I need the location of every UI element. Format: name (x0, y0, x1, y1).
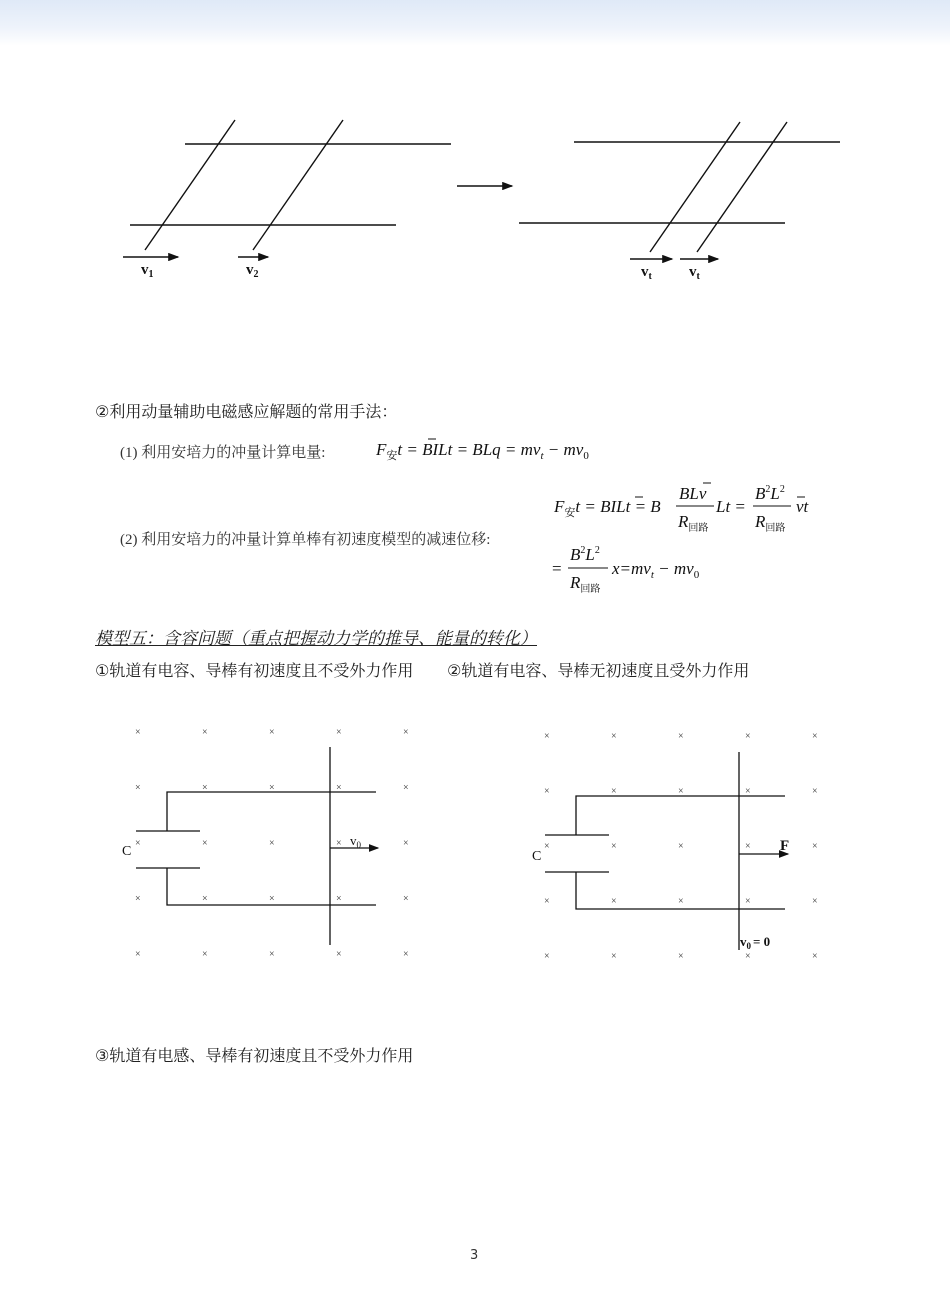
field-mark: × (202, 838, 208, 849)
v2-label: $v_2$ (246, 262, 259, 280)
v1-label: $v_1$ (141, 262, 154, 280)
field-mark: × (678, 841, 684, 852)
item2-formula-line1 (548, 475, 828, 539)
field-mark: × (202, 782, 208, 794)
field-mark: × (269, 838, 275, 849)
field-mark: × (745, 951, 751, 962)
v0-label: $v_0 = 0$ (740, 934, 771, 951)
svg-text:=: = (552, 559, 562, 578)
item1-label: (1) 利用安培力的冲量计算电量: (120, 445, 326, 461)
capacitor-initial-velocity-figure (100, 715, 430, 970)
field-mark: × (135, 727, 141, 738)
velocity-label: $v_0$ (350, 833, 361, 850)
field-mark: × (611, 786, 617, 797)
field-mark: × (678, 786, 684, 797)
capacitor-label: C (122, 844, 132, 859)
magnetic-field-marks (135, 727, 409, 960)
item1-formula (372, 430, 632, 466)
field-mark: × (812, 951, 818, 962)
field-mark: × (269, 893, 275, 905)
field-mark: × (403, 838, 409, 849)
field-mark: × (745, 841, 751, 852)
field-mark: × (336, 727, 342, 738)
left-bar-2 (253, 120, 343, 250)
field-mark: × (336, 949, 342, 960)
field-mark: × (269, 727, 275, 738)
field-mark: × (202, 727, 208, 738)
field-mark: × (544, 951, 550, 962)
page-header-band (0, 0, 950, 46)
field-mark: × (745, 731, 751, 742)
field-mark: × (135, 893, 141, 905)
capacitor-external-force-figure (510, 718, 840, 973)
item2-label: (2) 利用安培力的冲量计算单棒有初速度模型的减速位移: (120, 532, 491, 548)
svg-text:vt: vt (796, 497, 809, 516)
model5-title: 模型五：含容问题（重点把握动力学的推导、能量的转化） (95, 629, 537, 649)
model5-case1: ①轨道有电容、导棒有初速度且不受外力作用 (95, 661, 414, 680)
field-mark: × (611, 896, 617, 907)
svg-text:F安t = BILt = B: $F_安t$ = BILt = B (554, 497, 661, 519)
field-mark: × (678, 951, 684, 962)
field-mark: × (336, 782, 342, 794)
field-mark: × (403, 949, 409, 960)
svg-text:R回路: $R_{回路}$ (678, 512, 709, 534)
field-mark: × (544, 731, 550, 742)
svg-text:x=mvt − mv0: $x=mv_t - mv_0$ (612, 559, 700, 581)
magnetic-field-marks (544, 731, 818, 962)
vt2-label: $v_t$ (689, 264, 700, 282)
field-mark: × (135, 949, 141, 960)
field-mark: × (135, 838, 141, 849)
field-mark: × (678, 731, 684, 742)
vt1-label: $v_t$ (641, 264, 652, 282)
model5-case2: ②轨道有电容、导棒无初速度且受外力作用 (447, 661, 750, 680)
field-mark: × (336, 893, 342, 905)
field-mark: × (269, 782, 275, 794)
field-mark: × (336, 838, 342, 849)
field-mark: × (269, 949, 275, 960)
field-mark: × (745, 786, 751, 797)
model5-case3: ③轨道有电感、导棒有初速度且不受外力作用 (95, 1046, 414, 1065)
field-mark: × (678, 896, 684, 907)
field-mark: × (544, 896, 550, 907)
field-mark: × (202, 949, 208, 960)
field-mark: × (812, 786, 818, 797)
field-mark: × (611, 951, 617, 962)
field-mark: × (544, 841, 550, 852)
svg-text:R回路: $R_{回路}$ (755, 512, 786, 534)
top-rail (167, 792, 376, 831)
svg-text:F安t = BILt = BLq = mvt − mv0: $F_安t$ = BILt = BLq = $mv_t - mv_0$ (376, 440, 589, 462)
field-mark: × (403, 727, 409, 738)
field-mark: × (611, 731, 617, 742)
rails-two-bars-figure (0, 100, 950, 300)
svg-text:B2L2: $B^2L^2$ (570, 545, 600, 564)
field-mark: × (745, 896, 751, 907)
field-mark: × (202, 893, 208, 905)
left-bar-1 (145, 120, 235, 250)
field-mark: × (544, 786, 550, 797)
field-mark: × (812, 896, 818, 907)
force-label: F (780, 838, 790, 854)
svg-text:R回路: $R_{回路}$ (570, 573, 601, 595)
section-heading-momentum: ②利用动量辅助电磁感应解题的常用手法： (95, 402, 398, 421)
svg-text:B2L2: $B^2L^2$ (755, 484, 785, 503)
field-mark: × (403, 893, 409, 905)
field-mark: × (135, 782, 141, 794)
top-rail (576, 796, 785, 835)
svg-text:Lt =: Lt = (716, 497, 746, 516)
field-mark: × (812, 731, 818, 742)
item2-formula-line2 (548, 538, 748, 602)
svg-text:BLv: BLv (679, 484, 707, 503)
field-mark: × (403, 782, 409, 794)
page-number: 3 (470, 1248, 479, 1263)
field-mark: × (812, 841, 818, 852)
capacitor-label: C (532, 849, 542, 864)
field-mark: × (611, 841, 617, 852)
